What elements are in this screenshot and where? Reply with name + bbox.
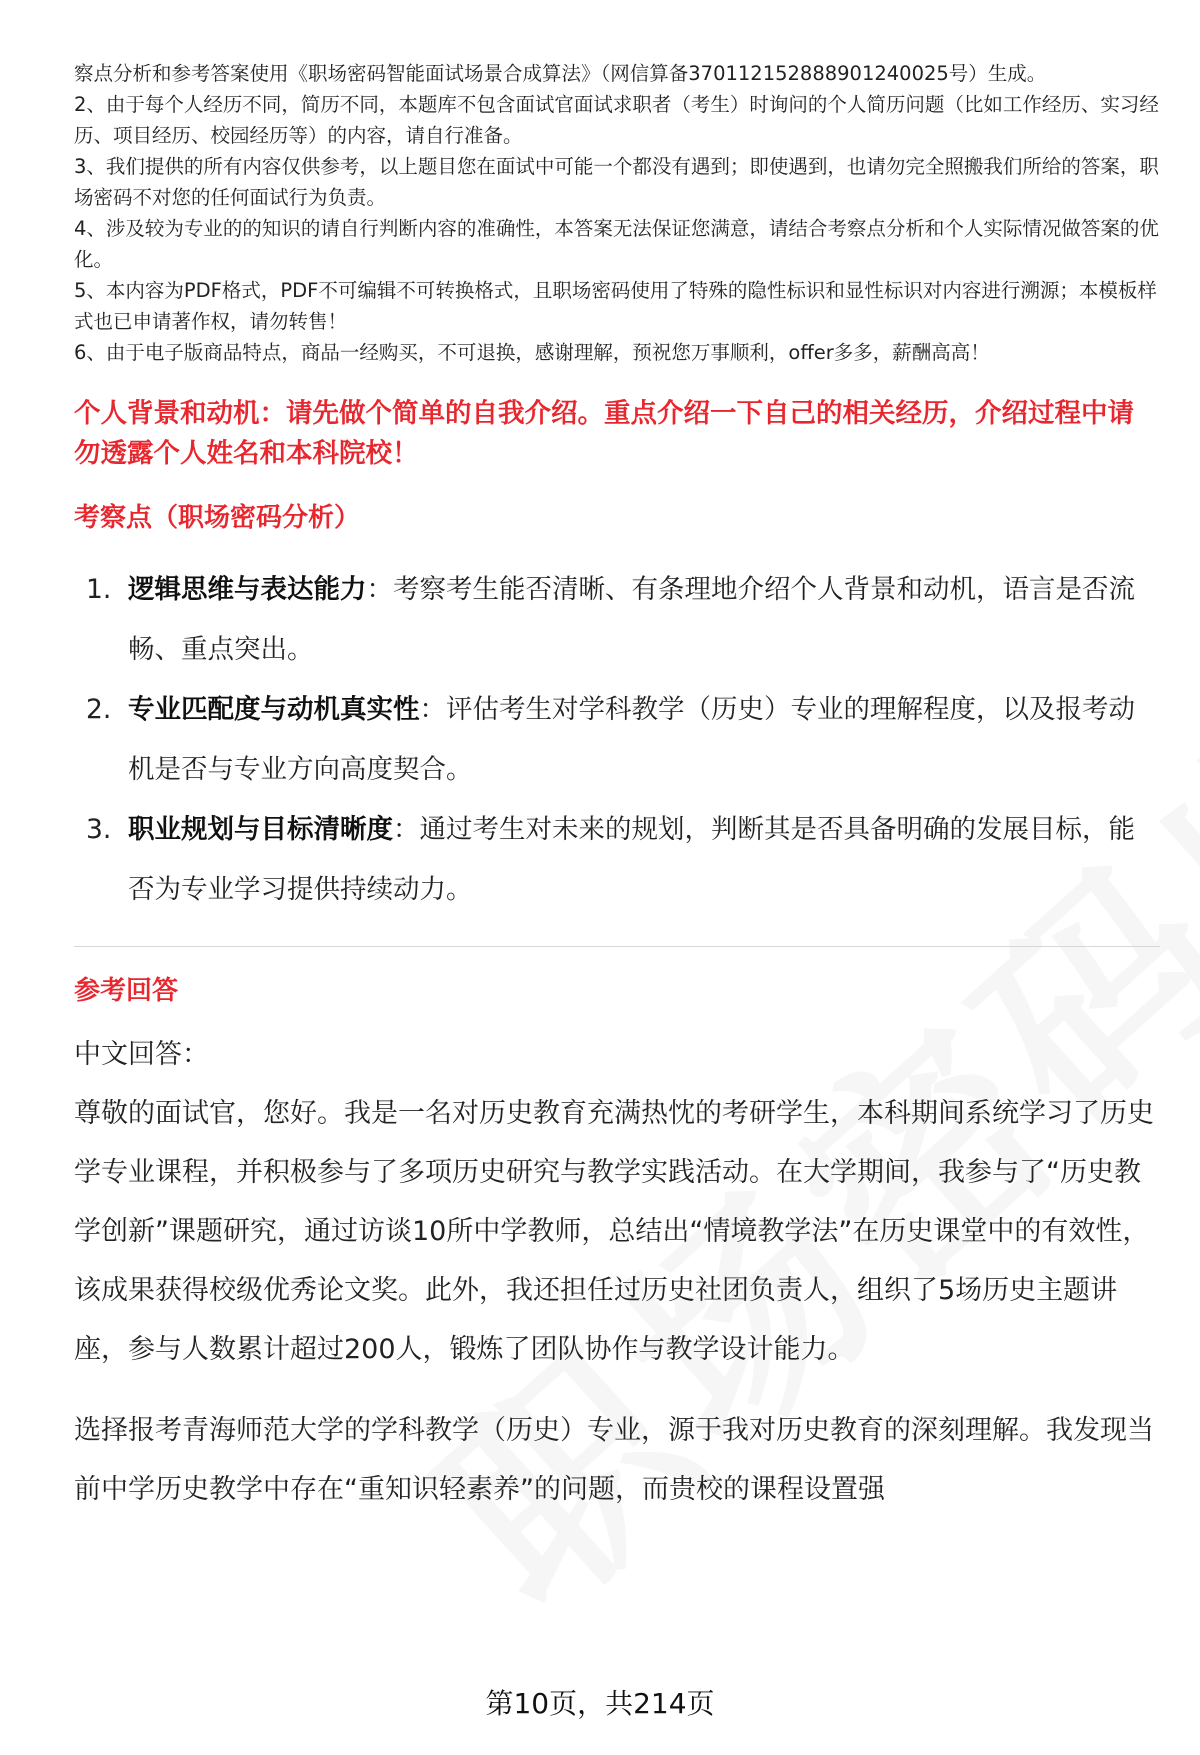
analysis-point xyxy=(74,680,1160,800)
point-number: 2. xyxy=(86,694,112,725)
point-number: 1. xyxy=(86,574,112,605)
analysis-points xyxy=(74,560,1160,920)
point-label: 职业规划与目标清晰度 xyxy=(128,814,393,845)
point-label: 逻辑思维与表达能力 xyxy=(128,574,367,605)
point-text: ：评估考生对学科教学（历史）专业的理解程度，以及报考动机是否与专业方向高度契合。 xyxy=(128,694,1135,785)
analysis-point xyxy=(74,800,1160,920)
answer-block xyxy=(74,1025,1160,1519)
analysis-heading: 考察点（职场密码分析） xyxy=(74,503,361,533)
analysis-point xyxy=(74,560,1160,680)
note-1: 2、由于每个人经历不同，简历不同，本题库不包含面试官面试求职者（考生）时询问的个人简历问题（比如工作经历、实习经历、项目经历、校园经历等）的内容，请自行准备。 xyxy=(74,93,1159,147)
note-2: 3、我们提供的所有内容仅供参考，以上题目您在面试中可能一个都没有遇到；即使遇到，也请勿完全照搬我们所给的答案，职场密码不对您的任何面试行为负责。 xyxy=(74,155,1159,209)
answer-paragraph-1: 尊敬的面试官，您好。我是一名对历史教育充满热忱的考研学生，本科期间系统学习了历史学专业课程，并积极参与了多项历史研究与教学实践活动。在大学期间，我参与了“历史教学创新”课题研究，通过访谈10所中学教师，总结出“情境教学法”在历史课堂中的有效性，该成果获得校级优秀论文奖。此外，我还担任过历史社团负责人，组织了5场历史主题讲座，参与人数累计超过200人，锻炼了团队协作与教学设计能力。 xyxy=(74,1098,1154,1365)
notes-block xyxy=(74,58,1160,368)
page-footer: 第10页，共214页 xyxy=(485,1687,715,1720)
note-4: 5、本内容为PDF格式，PDF不可编辑不可转换格式，且职场密码使用了特殊的隐性标识和显性标识对内容进行溯源；本模板样式也已申请著作权，请勿转售！ xyxy=(74,279,1157,333)
point-number: 3. xyxy=(86,814,112,845)
answer-intro: 中文回答： xyxy=(74,1039,209,1070)
point-text: ：考察考生能否清晰、有条理地介绍个人背景和动机，语言是否流畅、重点突出。 xyxy=(128,574,1135,665)
point-text: ：通过考生对未来的规划，判断其是否具备明确的发展目标，能否为专业学习提供持续动力。 xyxy=(128,814,1135,905)
answer-paragraph-2: 选择报考青海师范大学的学科教学（历史）专业，源于我对历史教育的深刻理解。我发现当前中学历史教学中存在“重知识轻素养”的问题，而贵校的课程设置强 xyxy=(74,1415,1154,1505)
note-3: 4、涉及较为专业的的知识的请自行判断内容的准确性，本答案无法保证您满意，请结合考察点分析和个人实际情况做答案的优化。 xyxy=(74,217,1159,271)
question-title: 个人背景和动机：请先做个简单的自我介绍。重点介绍一下自己的相关经历，介绍过程中请勿透露个人姓名和本科院校！ xyxy=(74,398,1134,469)
answer-heading: 参考回答 xyxy=(74,976,179,1006)
section-divider xyxy=(74,946,1160,947)
note-5: 6、由于电子版商品特点，商品一经购买，不可退换，感谢理解，预祝您万事顺利，offer多多，薪酬高高！ xyxy=(74,341,990,364)
point-label: 专业匹配度与动机真实性 xyxy=(128,694,420,725)
paragraph-gap xyxy=(74,1379,1160,1401)
page-content xyxy=(74,58,1160,1519)
note-0: 察点分析和参考答案使用《职场密码智能面试场景合成算法》（网信算备370112152888901240025号）生成。 xyxy=(74,62,1047,85)
